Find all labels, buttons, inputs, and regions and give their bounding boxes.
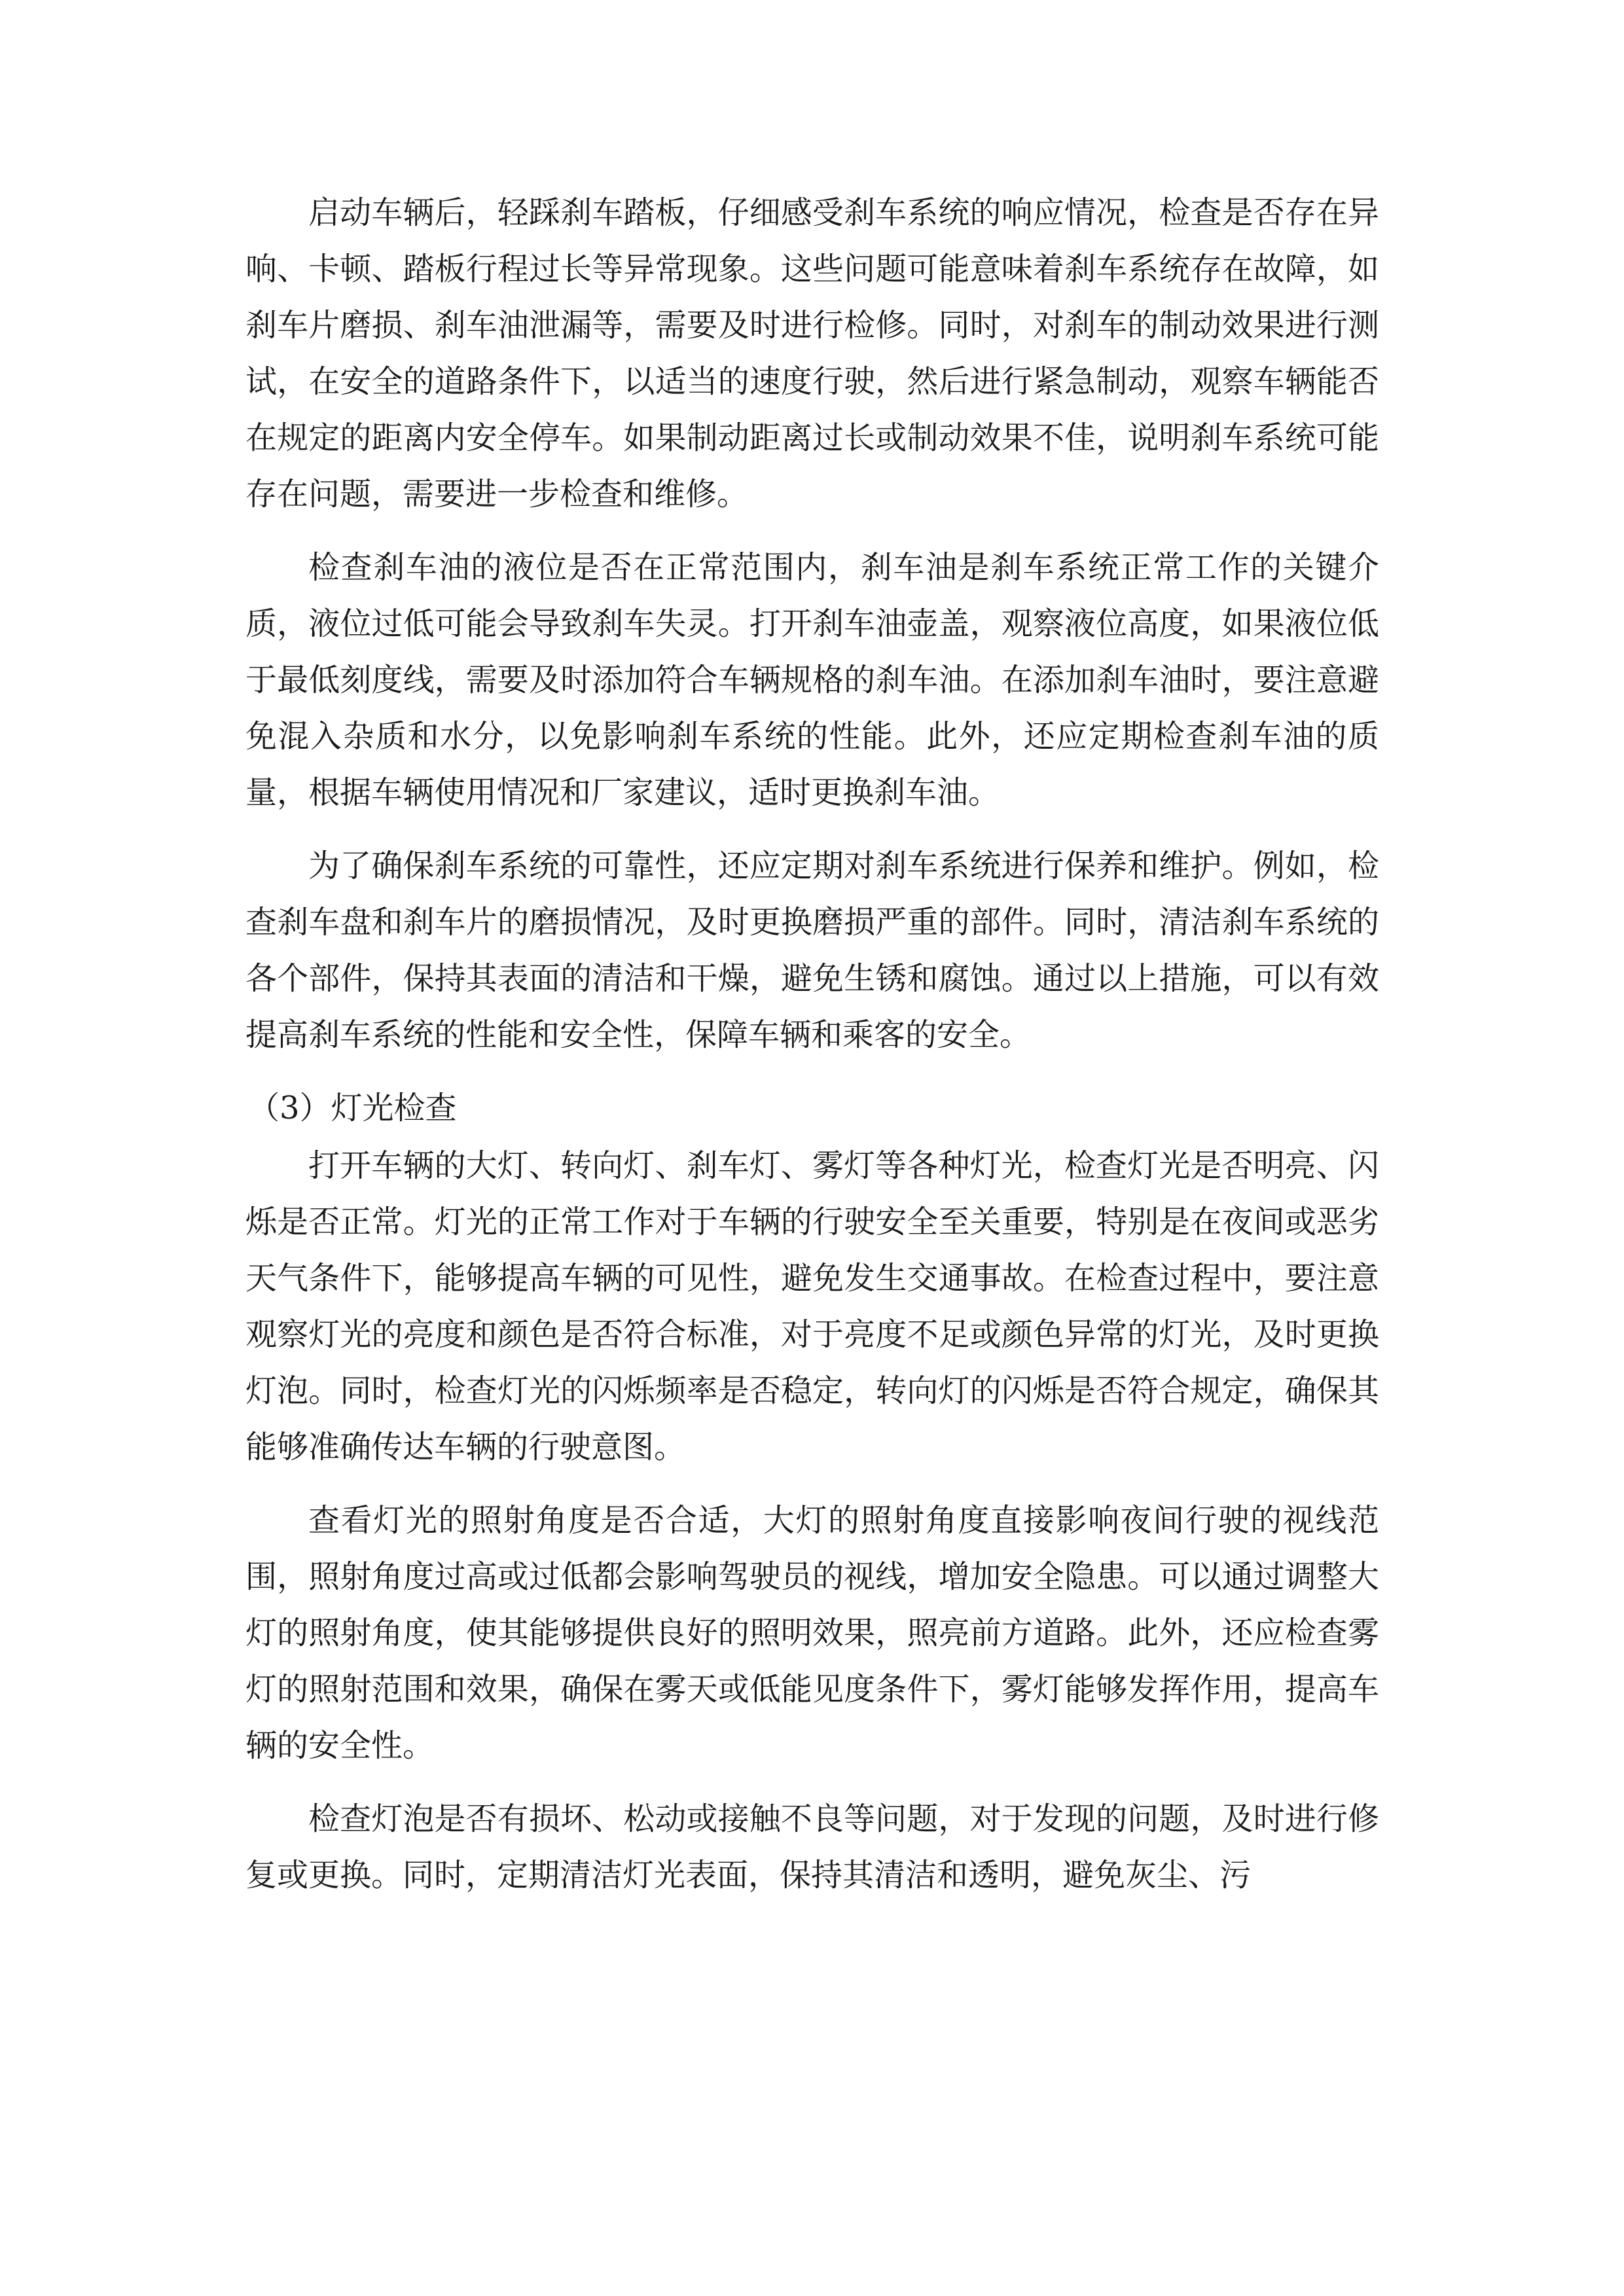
document-body [245,185,1379,1920]
paragraph-brake-response: 启动车辆后，轻踩刹车踏板，仔细感受刹车系统的响应情况，检查是否存在异响、卡顿、踏板行程过长等异常现象。这些问题可能意味着刹车系统存在故障，如刹车片磨损、刹车油泄漏等，需要及时进行检修。同时，对刹车的制动效果进行测试，在安全的道路条件下，以适当的速度行驶，然后进行紧急制动，观察车辆能否在规定的距离内安全停车。如果制动距离过长或制动效果不佳，说明刹车系统可能存在问题，需要进一步检查和维修。 [245,194,1379,512]
paragraph-brake-fluid: 检查刹车油的液位是否在正常范围内，刹车油是刹车系统正常工作的关键介质，液位过低可能会导致刹车失灵。打开刹车油壶盖，观察液位高度，如果液位低于最低刻度线，需要及时添加符合车辆规格的刹车油。在添加刹车油时，要注意避免混入杂质和水分，以免影响刹车系统的性能。此外，还应定期检查刹车油的质量，根据车辆使用情况和厂家建议，适时更换刹车油。 [245,549,1379,811]
paragraph-brake-maintenance: 为了确保刹车系统的可靠性，还应定期对刹车系统进行保养和维护。例如，检查刹车盘和刹车片的磨损情况，及时更换磨损严重的部件。同时，清洁刹车系统的各个部件，保持其表面的清洁和干燥，避免生锈和腐蚀。通过以上措施，可以有效提高刹车系统的性能和安全性，保障车辆和乘客的安全。 [245,848,1379,1053]
section-heading-light-check: （3）灯光检查 [248,1090,457,1126]
paragraph-light-function: 打开车辆的大灯、转向灯、刹车灯、雾灯等各种灯光，检查灯光是否明亮、闪烁是否正常。灯光的正常工作对于车辆的行驶安全至关重要，特别是在夜间或恶劣天气条件下，能够提高车辆的可见性，避免发生交通事故。在检查过程中，要注意观察灯光的亮度和颜色是否符合标准，对于亮度不足或颜色异常的灯光，及时更换灯泡。同时，检查灯光的闪烁频率是否稳定，转向灯的闪烁是否符合规定，确保其能够准确传达车辆的行驶意图。 [245,1147,1379,1465]
paragraph-light-angle: 查看灯光的照射角度是否合适，大灯的照射角度直接影响夜间行驶的视线范围，照射角度过高或过低都会影响驾驶员的视线，增加安全隐患。可以通过调整大灯的照射角度，使其能够提供良好的照明效果，照亮前方道路。此外，还应检查雾灯的照射范围和效果，确保在雾天或低能见度条件下，雾灯能够发挥作用，提高车辆的安全性。 [245,1502,1379,1764]
paragraph-bulb-check: 检查灯泡是否有损坏、松动或接触不良等问题，对于发现的问题，及时进行修复或更换。同时，定期清洁灯光表面，保持其清洁和透明，避免灰尘、污 [245,1801,1379,1893]
